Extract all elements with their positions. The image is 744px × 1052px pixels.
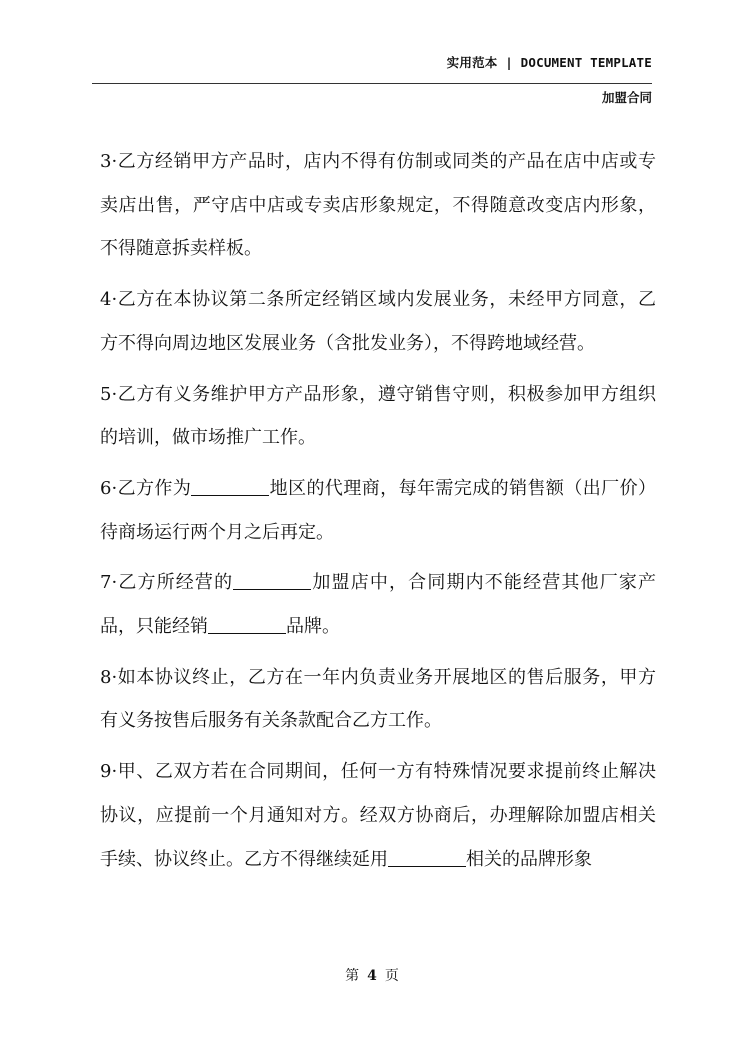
page-suffix: 页 <box>384 968 399 984</box>
clause-text: 7·乙方所经营的 <box>100 572 234 594</box>
clause-text: 3·乙方经销甲方产品时，店内不得有仿制或同类的产品在店中店或专卖店出售，严守店中店或专卖店形象规定，不得随意改变店内形象，不得随意拆卖样板。 <box>100 151 656 260</box>
fill-in-blank <box>233 571 311 590</box>
page-number: 4 <box>367 968 377 984</box>
clause-text: 加盟店中，合同期内不能经营其他厂家产品，只能经销 <box>100 572 656 638</box>
clause-text: 9·甲、乙双方若在合同期间，任何一方有特殊情况要求提前终止解决协议，应提前一个月通知对方。经双方协商后，办理解除加盟店相关手续、协议终止。乙方不得继续延用 <box>100 761 656 870</box>
contract-body <box>100 140 656 888</box>
fill-in-blank <box>388 848 466 867</box>
clause-text: 5·乙方有义务维护甲方产品形象，遵守销售守则，积极参加甲方组织的培训，做市场推广工作。 <box>100 383 656 449</box>
clause-text: 品牌。 <box>286 616 340 638</box>
clause-text: 4·乙方在本协议第二条所定经销区域内发展业务，未经甲方同意，乙方不得向周边地区发展业务（含批发业务），不得跨地域经营。 <box>100 289 656 354</box>
page-prefix: 第 <box>345 968 360 984</box>
clause-text: 6·乙方作为 <box>100 477 192 499</box>
clause-paragraph <box>100 373 656 460</box>
clause-paragraph <box>100 750 656 881</box>
clause-paragraph <box>100 656 656 743</box>
clause-paragraph <box>100 278 656 365</box>
clause-text: 8·如本协议终止，乙方在一年内负责业务开展地区的售后服务，甲方有义务按售后服务有关条款配合乙方工作。 <box>100 666 656 732</box>
header-top-line: 实用范本 | DOCUMENT TEMPLATE <box>446 55 652 70</box>
page-footer <box>0 965 744 985</box>
fill-in-blank <box>208 615 286 634</box>
clause-paragraph <box>100 467 656 554</box>
clause-paragraph <box>100 561 656 648</box>
document-title: 加盟合同 <box>601 90 652 105</box>
fill-in-blank <box>191 477 269 496</box>
clause-text: 相关的品牌形象 <box>466 848 592 870</box>
clause-paragraph <box>100 140 656 271</box>
header-divider <box>92 83 652 84</box>
clause-text: 地区的代理商，每年需完成的销售额（出厂价）待商场运行两个月之后再定。 <box>100 477 656 543</box>
